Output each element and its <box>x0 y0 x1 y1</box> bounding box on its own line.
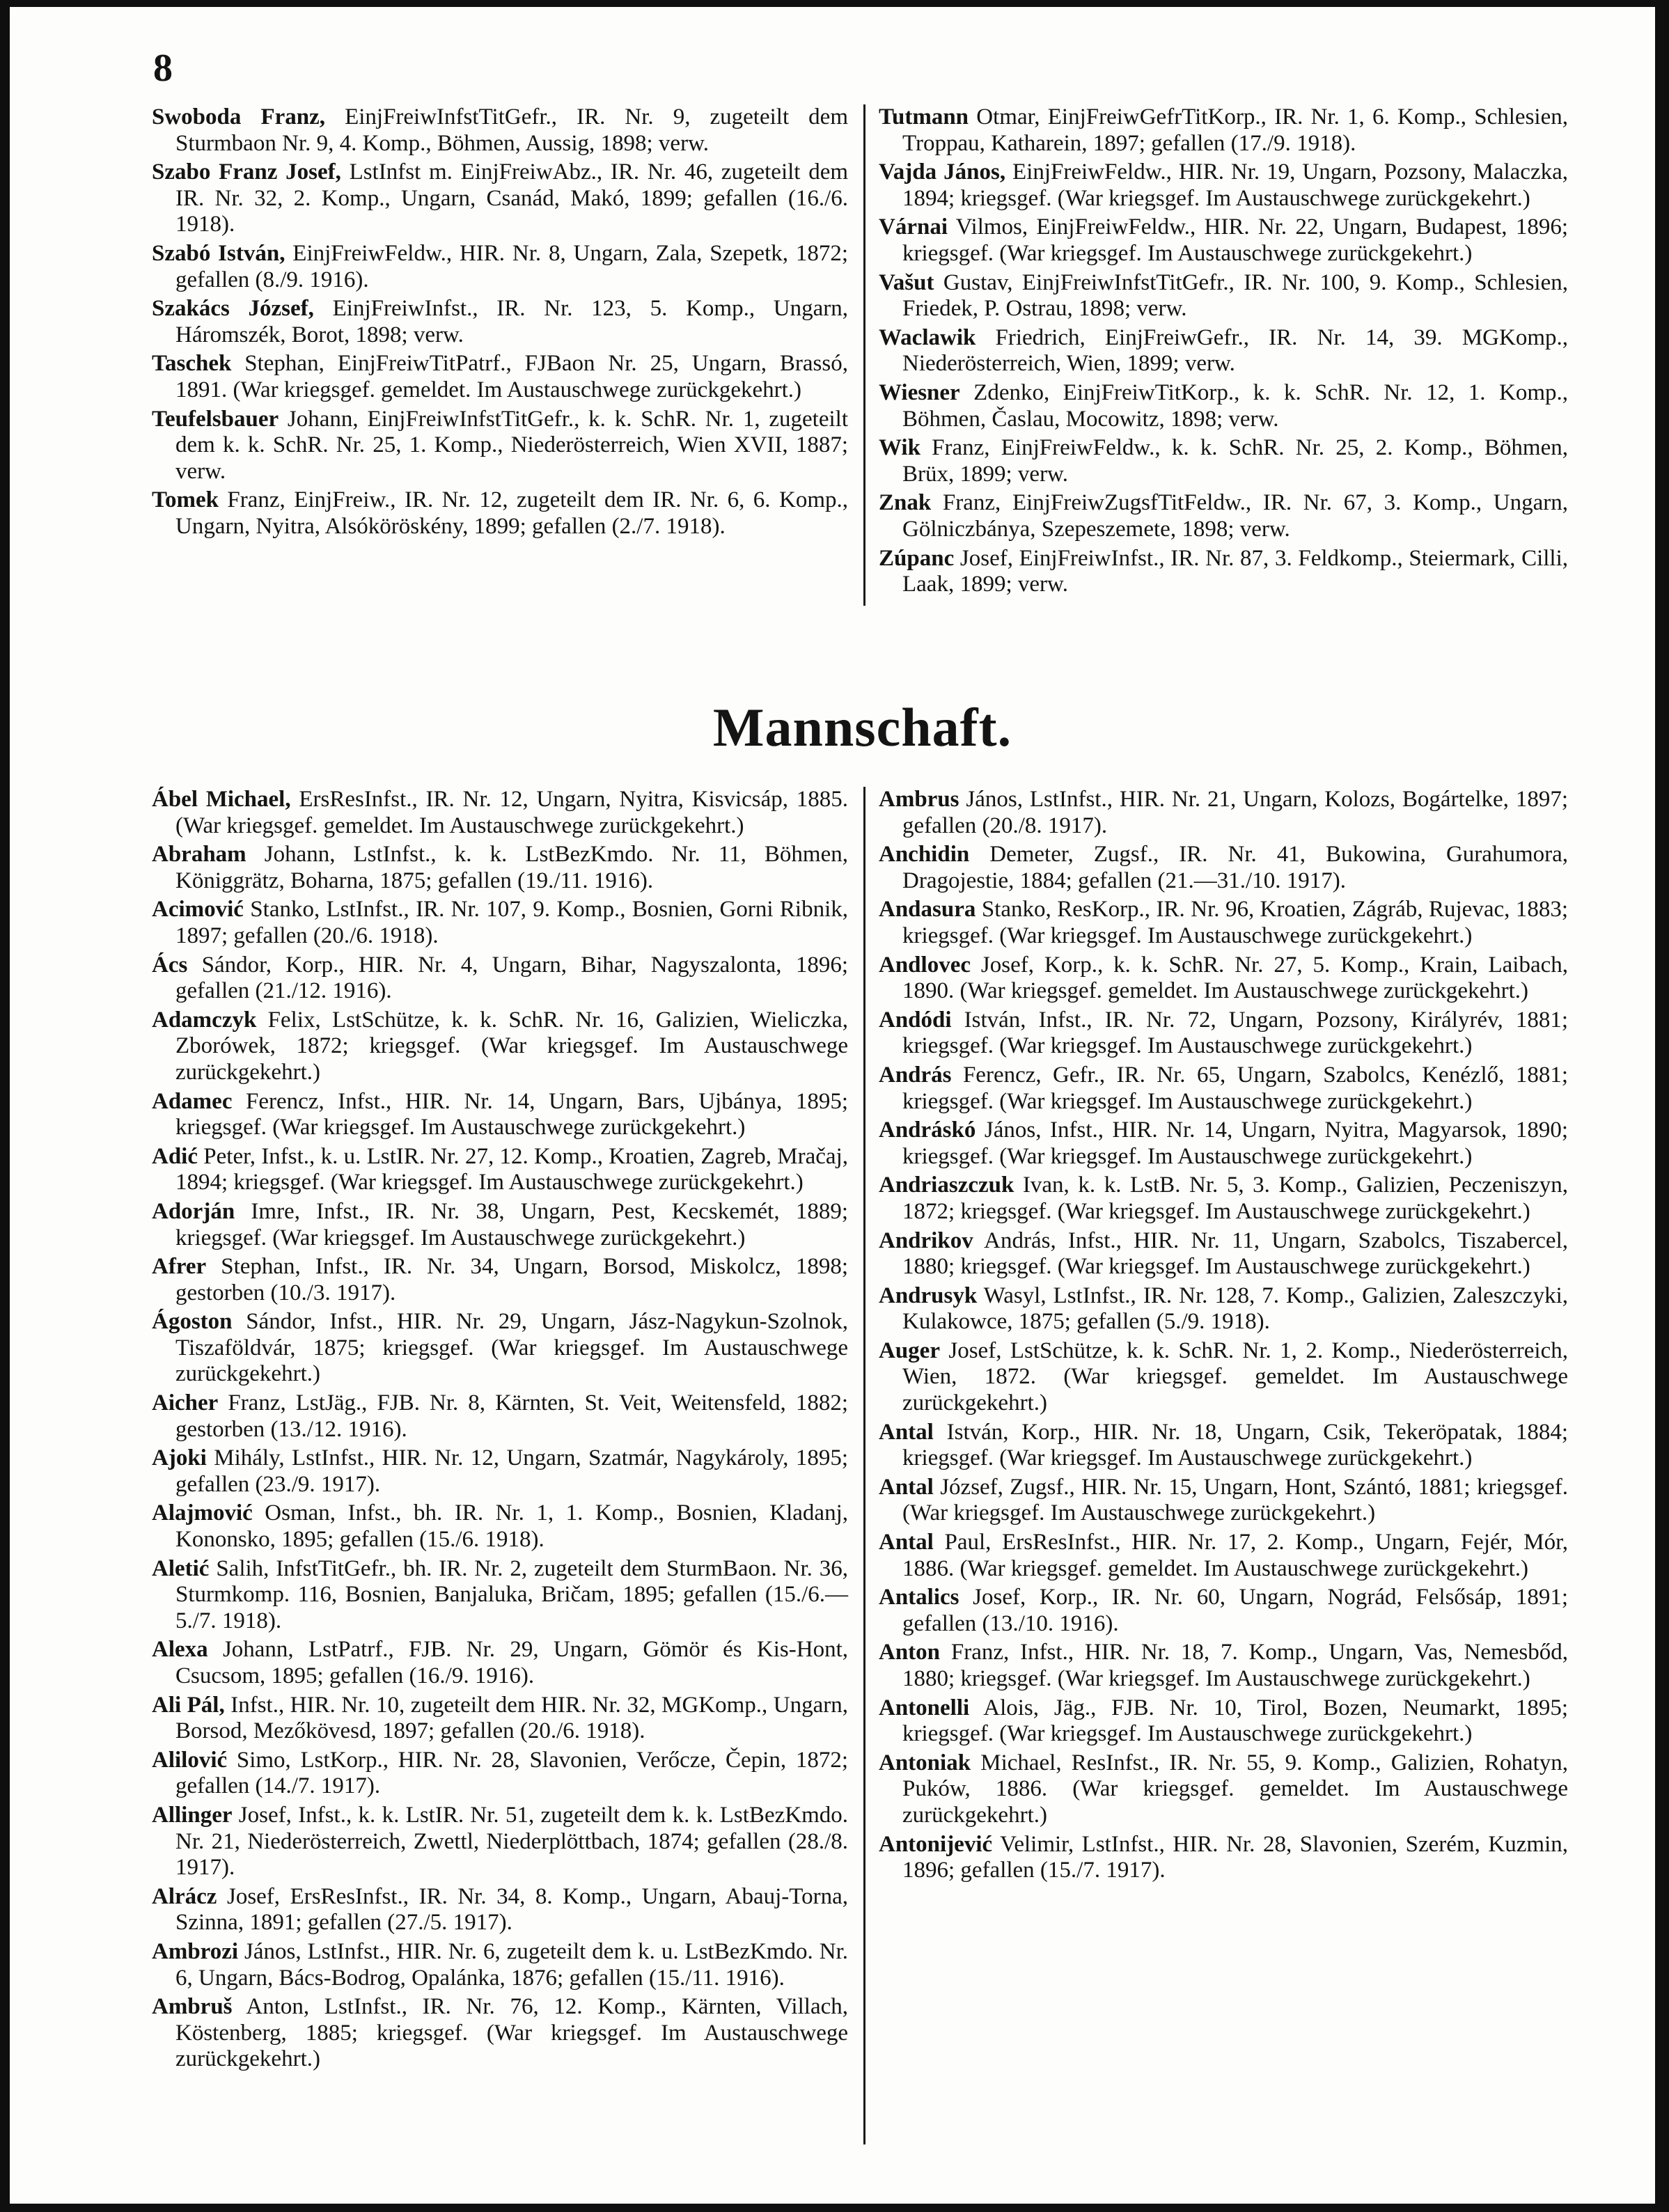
entry-name: Antal <box>879 1530 934 1555</box>
column-top-right <box>879 104 1568 601</box>
roster-entry <box>152 1390 848 1443</box>
entry-name: Alexa <box>152 1637 208 1663</box>
entry-detail: Imre, Infst., IR. Nr. 38, Ungarn, Pest, Kecskemét, 1889; kriegsgef. (War kriegsgef. Im Austauschwege zurückgekehrt.) <box>175 1198 848 1250</box>
entry-detail: Ferencz, Gefr., IR. Nr. 65, Ungarn, Szabolcs, Kenézlő, 1881; kriegsgef. (War kriegsgef. Im Austauschwege zurückgekehrt.) <box>902 1062 1568 1114</box>
entry-detail: Stanko, ResKorp., IR. Nr. 96, Kroatien, Zágráb, Rujevac, 1883; kriegsgef. (War kriegsgef. Im Austauschwege zurückgekehrt.) <box>902 897 1568 948</box>
roster-entry <box>879 1117 1568 1170</box>
entry-detail: Josef, Korp., k. k. SchR. Nr. 27, 5. Komp., Krain, Laibach, 1890. (War kriegsgef. gemeldet. Im Austauschwege zurückgekehrt.) <box>902 952 1568 1004</box>
column-divider-top <box>863 104 865 606</box>
entry-name: Ágoston <box>152 1309 233 1335</box>
roster-entry <box>152 104 848 157</box>
entry-detail: Stephan, EinjFreiwTitPatrf., FJBaon Nr. 25, Ungarn, Brassó, 1891. (War kriegsgef. gemeldet. Im Austauschwege zurückgekehrt.) <box>175 351 848 402</box>
entry-name: Ajoki <box>152 1445 207 1471</box>
entry-name: Zúpanc <box>879 545 955 571</box>
roster-entry <box>152 1309 848 1388</box>
column-top-left <box>152 104 848 543</box>
entry-name: Ali Pál, <box>152 1692 225 1718</box>
scan-border-right <box>1655 0 1669 2212</box>
roster-entry <box>152 296 848 348</box>
entry-name: Tutmann <box>879 104 969 130</box>
scan-border-top <box>0 0 1669 7</box>
entry-detail: Vilmos, EinjFreiwFeldw., HIR. Nr. 22, Ungarn, Budapest, 1896; kriegsgef. (War kriegsgef. Im Austauschwege zurückgekehrt.) <box>902 214 1568 266</box>
roster-entry <box>879 1007 1568 1060</box>
entry-name: Andódi <box>879 1007 952 1033</box>
entry-name: Antonelli <box>879 1695 970 1720</box>
roster-entry <box>152 842 848 894</box>
roster-entry <box>152 787 848 839</box>
roster-entry <box>879 1530 1568 1582</box>
entry-detail: Paul, ErsResInfst., HIR. Nr. 17, 2. Komp., Ungarn, Fejér, Mór, 1886. (War kriegsgef. gemeldet. Im Austauschwege zurückgekehrt.) <box>902 1530 1568 1581</box>
roster-entry <box>879 104 1568 157</box>
entry-detail: János, LstInfst., HIR. Nr. 21, Ungarn, Kolozs, Bogártelke, 1897; gefallen (20./8. 1917). <box>902 787 1568 838</box>
entry-detail: LstInfst m. EinjFreiwAbz., IR. Nr. 46, zugeteilt dem IR. Nr. 32, 2. Komp., Ungarn, Csanád, Makó, 1899; gefallen (16./6. 1918). <box>175 159 849 237</box>
entry-detail: Ferencz, Infst., HIR. Nr. 14, Ungarn, Bars, Ujbánya, 1895; kriegsgef. (War kriegsgef. Im Austauschwege zurückgekehrt.) <box>175 1088 848 1140</box>
entry-name: Alrácz <box>152 1883 217 1909</box>
entry-name: Antal <box>879 1419 934 1445</box>
entry-name: Anton <box>879 1640 941 1665</box>
entry-detail: Anton, LstInfst., IR. Nr. 76, 12. Komp., Kärnten, Villach, Köstenberg, 1885; kriegsgef. (War kriegsgef. Im Austauschwege zurückgekehrt.) <box>175 1994 848 2072</box>
entry-detail: Sándor, Infst., HIR. Nr. 29, Ungarn, Jász-Nagykun-Szolnok, Tiszaföldvár, 1875; kriegsgef. (War kriegsgef. Im Austauschwege zurückgekehrt.) <box>175 1309 848 1387</box>
roster-entry <box>879 159 1568 212</box>
entry-detail: János, Infst., HIR. Nr. 14, Ungarn, Nyitra, Magyarsok, 1890; kriegsgef. (War kriegsgef. Im Austauschwege zurückgekehrt.) <box>902 1117 1568 1169</box>
roster-entry <box>152 952 848 1005</box>
roster-entry <box>879 1283 1568 1335</box>
roster-entry <box>879 546 1568 598</box>
entry-detail: Franz, LstJäg., FJB. Nr. 8, Kärnten, St. Veit, Weitensfeld, 1882; gestorben (13./12. 1916). <box>175 1390 848 1442</box>
roster-entry <box>152 487 848 540</box>
entry-detail: Michael, ResInfst., IR. Nr. 55, 9. Komp., Galizien, Rohatyn, Puków, 1886. (War kriegsgef. gemeldet. Im Austauschwege zurückgekehrt.) <box>902 1750 1568 1828</box>
entry-name: Ábel Michael, <box>152 787 291 812</box>
roster-entry <box>879 1832 1568 1884</box>
entry-detail: István, Korp., HIR. Nr. 18, Ungarn, Csik, Tekeröpatak, 1884; kriegsgef. (War kriegsgef. Im Austauschwege zurückgekehrt.) <box>902 1419 1568 1471</box>
entry-name: Antoniak <box>879 1750 971 1775</box>
entry-name: Aicher <box>152 1390 219 1416</box>
entry-detail: Friedrich, EinjFreiwGefr., IR. Nr. 14, 39. MGKomp., Niederösterreich, Wien, 1899; verw. <box>902 324 1568 377</box>
entry-detail: Franz, Infst., HIR. Nr. 18, 7. Komp., Ungarn, Vas, Nemesbőd, 1880; kriegsgef. (War kriegsgef. Im Austauschwege zurückgekehrt.) <box>902 1640 1568 1691</box>
entry-detail: Franz, EinjFreiwFeldw., k. k. SchR. Nr. 25, 2. Komp., Böhmen, Brüx, 1899; verw. <box>902 435 1568 487</box>
entry-detail: Wasyl, LstInfst., IR. Nr. 128, 7. Komp., Galizien, Zaleszczyki, Kulakowce, 1875; gefallen (5./9. 1918). <box>902 1283 1568 1335</box>
roster-entry <box>152 159 848 238</box>
entry-name: Adić <box>152 1143 198 1169</box>
scan-border-bottom <box>0 2204 1669 2212</box>
entry-detail: Mihály, LstInfst., HIR. Nr. 12, Ungarn, Szatmár, Nagykároly, 1895; gefallen (23./9. 1917). <box>175 1445 848 1497</box>
entry-name: Andrikov <box>879 1227 973 1253</box>
roster-entry <box>879 270 1568 322</box>
entry-detail: Gustav, EinjFreiwInfstTitGefr., IR. Nr. 100, 9. Komp., Schlesien, Friedek, P. Ostrau, 1898; verw. <box>902 269 1568 322</box>
entry-detail: Stanko, LstInfst., IR. Nr. 107, 9. Komp., Bosnien, Gorni Ribnik, 1897; gefallen (20./6. 1918). <box>175 897 848 948</box>
roster-entry <box>152 351 848 403</box>
entry-name: Várnai <box>879 214 948 240</box>
entry-detail: Simo, LstKorp., HIR. Nr. 28, Slavonien, Verőcze, Čepin, 1872; gefallen (14./7. 1917). <box>175 1747 848 1799</box>
entry-name: Abraham <box>152 842 246 868</box>
entry-detail: Josef, Korp., IR. Nr. 60, Ungarn, Nográd, Felsősáp, 1891; gefallen (13./10. 1916). <box>902 1585 1568 1636</box>
entry-name: Wik <box>879 435 920 461</box>
entry-detail: Franz, EinjFreiw., IR. Nr. 12, zugeteilt dem IR. Nr. 6, 6. Komp., Ungarn, Nyitra, Alsóköröskény, 1899; gefallen (2./7. 1918). <box>175 487 848 539</box>
entry-name: Andráskó <box>879 1117 976 1143</box>
entry-detail: Johann, EinjFreiwInfstTitGefr., k. k. SchR. Nr. 1, zugeteilt dem k. k. SchR. Nr. 25, 1. Komp., Niederösterreich, Wien XVII, 1887; verw. <box>175 406 848 484</box>
entry-detail: Sándor, Korp., HIR. Nr. 4, Ungarn, Bihar, Nagyszalonta, 1896; gefallen (21./12. 1916). <box>175 952 848 1004</box>
entry-detail: Johann, LstPatrf., FJB. Nr. 29, Ungarn, Gömör és Kis-Hont, Csucsom, 1895; gefallen (16./9. 1916). <box>175 1637 848 1688</box>
entry-detail: Josef, LstSchütze, k. k. SchR. Nr. 1, 2. Komp., Niederösterreich, Wien, 1872. (War kriegsgef. gemeldet. Im Austauschwege zurückgekehrt.) <box>902 1338 1568 1416</box>
roster-entry <box>152 1748 848 1800</box>
entry-detail: Salih, InfstTitGefr., bh. IR. Nr. 2, zugeteilt dem SturmBaon. Nr. 36, Sturmkomp. 116, Bosnien, Banjaluka, Bričam, 1895; gefallen (15./6.—5./7. 1918). <box>175 1555 848 1633</box>
roster-entry <box>152 407 848 485</box>
roster-entry <box>879 842 1568 894</box>
column-divider-bottom <box>863 787 865 2144</box>
entry-detail: Osman, Infst., bh. IR. Nr. 1, 1. Komp., Bosnien, Kladanj, Kononsko, 1895; gefallen (15./6. 1918). <box>175 1500 848 1553</box>
entry-name: Adamczyk <box>152 1007 257 1033</box>
entry-name: Antal <box>879 1474 934 1500</box>
roster-entry <box>879 490 1568 542</box>
entry-name: Ambrozi <box>152 1938 239 1964</box>
roster-entry <box>879 1640 1568 1692</box>
entry-name: Andrusyk <box>879 1283 978 1308</box>
roster-entry <box>152 1994 848 2073</box>
entry-detail: Peter, Infst., k. u. LstIR. Nr. 27, 12. Komp., Kroatien, Zagreb, Mračaj, 1894; kriegsgef. (War kriegsgef. Im Austauschwege zurückgekehrt.) <box>175 1143 848 1195</box>
entry-name: András <box>879 1062 952 1088</box>
entry-detail: EinjFreiwInfst., IR. Nr. 123, 5. Komp., Ungarn, Háromszék, Borot, 1898; verw. <box>175 296 848 347</box>
entry-detail: Demeter, Zugsf., IR. Nr. 41, Bukowina, Gurahumora, Dragojestie, 1884; gefallen (21.—31./10. 1917). <box>902 842 1568 893</box>
roster-entry <box>152 1089 848 1141</box>
section-title: Mannschaft. <box>712 697 1012 758</box>
entry-name: Tomek <box>152 487 219 513</box>
entry-name: Andlovec <box>879 952 971 978</box>
entry-name: Vajda János, <box>879 159 1006 185</box>
entry-detail: Stephan, Infst., IR. Nr. 34, Ungarn, Borsod, Miskolcz, 1898; gestorben (10./3. 1917). <box>175 1254 848 1305</box>
entry-detail: Ivan, k. k. LstB. Nr. 5, 3. Komp., Galizien, Peczeniszyn, 1872; kriegsgef. (War kriegsgef. Im Austauschwege zurückgekehrt.) <box>902 1172 1568 1224</box>
entry-detail: Josef, ErsResInfst., IR. Nr. 34, 8. Komp., Ungarn, Abauj-Torna, Szinna, 1891; gefallen (27./5. 1917). <box>175 1883 848 1936</box>
roster-entry <box>152 1254 848 1306</box>
entry-detail: István, Infst., IR. Nr. 72, Ungarn, Pozsony, Királyrév, 1881; kriegsgef. (War kriegsgef. Im Austauschwege zurückgekehrt.) <box>902 1007 1568 1059</box>
entry-name: Auger <box>879 1338 940 1363</box>
roster-entry <box>879 1695 1568 1748</box>
entry-name: Antalics <box>879 1585 959 1610</box>
entry-name: Alajmović <box>152 1500 253 1526</box>
roster-entry <box>152 1803 848 1881</box>
entry-detail: András, Infst., HIR. Nr. 11, Ungarn, Szabolcs, Tiszabercel, 1880; kriegsgef. (War kriegsgef. Im Austauschwege zurückgekehrt.) <box>902 1227 1568 1280</box>
roster-entry <box>152 1199 848 1251</box>
entry-name: Teufelsbauer <box>152 406 279 432</box>
entry-name: Aletić <box>152 1555 210 1581</box>
roster-entry <box>879 435 1568 487</box>
roster-entry <box>879 1420 1568 1472</box>
entry-detail: János, LstInfst., HIR. Nr. 6, zugeteilt dem k. u. LstBezKmdo. Nr. 6, Ungarn, Bács-Bodrog, Opalánka, 1876; gefallen (15./11. 1916). <box>175 1938 848 1991</box>
entry-detail: Josef, EinjFreiwInfst., IR. Nr. 87, 3. Feldkomp., Steiermark, Cilli, Laak, 1899; verw. <box>902 545 1568 597</box>
entry-name: Wiesner <box>879 379 960 405</box>
entry-detail: Franz, EinjFreiwZugsfTitFeldw., IR. Nr. 67, 3. Komp., Ungarn, Gölniczbánya, Szepeszemete, 1898; verw. <box>902 490 1568 542</box>
roster-entry <box>152 1637 848 1689</box>
entry-name: Znak <box>879 490 932 516</box>
roster-entry <box>879 214 1568 267</box>
roster-entry <box>879 325 1568 377</box>
entry-name: Alilović <box>152 1747 228 1773</box>
roster-entry <box>879 1475 1568 1527</box>
roster-entry <box>879 897 1568 949</box>
roster-entry <box>152 1556 848 1635</box>
roster-entry <box>152 1939 848 1991</box>
roster-entry <box>879 1585 1568 1637</box>
roster-entry <box>152 1500 848 1553</box>
roster-entry <box>152 1884 848 1936</box>
entry-name: Adamec <box>152 1088 233 1114</box>
entry-detail: EinjFreiwFeldw., HIR. Nr. 19, Ungarn, Pozsony, Malaczka, 1894; kriegsgef. (War kriegsgef. Im Austauschwege zurückgekehrt.) <box>902 159 1568 211</box>
entry-detail: Infst., HIR. Nr. 10, zugeteilt dem HIR. Nr. 32, MGKomp., Ungarn, Borsod, Mezőkövesd, 1897; gefallen (20./6. 1918). <box>175 1692 848 1744</box>
page-number: 8 <box>153 47 173 90</box>
entry-name: Andriaszczuk <box>879 1172 1014 1198</box>
entry-detail: ErsResInfst., IR. Nr. 12, Ungarn, Nyitra, Kisvicsáp, 1885. (War kriegsgef. gemeldet. Im Austauschwege zurückgekehrt.) <box>175 787 848 838</box>
entry-detail: Velimir, LstInfst., HIR. Nr. 28, Slavonien, Szerém, Kuzmin, 1896; gefallen (15./7. 1917). <box>902 1831 1568 1883</box>
entry-name: Andasura <box>879 897 976 923</box>
entry-name: Taschek <box>152 351 232 377</box>
roster-entry <box>879 1228 1568 1280</box>
roster-entry <box>879 1062 1568 1115</box>
entry-name: Adorján <box>152 1198 235 1224</box>
entry-name: Ambrus <box>879 787 959 812</box>
entry-detail: Johann, LstInfst., k. k. LstBezKmdo. Nr. 11, Böhmen, Königgrätz, Boharna, 1875; gefallen (19./11. 1916). <box>175 842 848 893</box>
roster-entry <box>879 952 1568 1005</box>
roster-entry <box>152 1007 848 1086</box>
entry-detail: Zdenko, EinjFreiwTitKorp., k. k. SchR. Nr. 12, 1. Komp., Böhmen, Časlau, Mocowitz, 1898; verw. <box>902 379 1568 432</box>
roster-entry <box>879 1338 1568 1417</box>
entry-name: Szabo Franz Josef, <box>152 159 341 185</box>
column-bottom-right <box>879 787 1568 1887</box>
column-bottom-left <box>152 787 848 2076</box>
entry-detail: Alois, Jäg., FJB. Nr. 10, Tirol, Bozen, Neumarkt, 1895; kriegsgef. (War kriegsgef. Im Austauschwege zurückgekehrt.) <box>902 1695 1568 1747</box>
roster-entry <box>152 241 848 293</box>
entry-name: Szakács József, <box>152 296 314 322</box>
roster-entry <box>152 1445 848 1498</box>
roster-entry <box>879 787 1568 839</box>
entry-name: Ács <box>152 952 188 978</box>
scan-border-left <box>0 0 10 2212</box>
roster-entry <box>152 897 848 949</box>
entry-name: Swoboda Franz, <box>152 104 326 130</box>
entry-detail: Josef, Infst., k. k. LstIR. Nr. 51, zugeteilt dem k. k. LstBezKmdo. Nr. 21, Niederösterreich, Zwettl, Niederplöttbach, 1874; gefallen (28./8. 1917). <box>175 1802 848 1881</box>
roster-entry <box>879 1172 1568 1225</box>
entry-name: Waclawik <box>879 324 976 350</box>
entry-detail: EinjFreiwFeldw., HIR. Nr. 8, Ungarn, Zala, Szepetk, 1872; gefallen (8./9. 1916). <box>175 240 848 292</box>
roster-entry <box>879 380 1568 432</box>
entry-name: Acimović <box>152 897 244 923</box>
entry-name: Anchidin <box>879 842 970 868</box>
roster-entry <box>152 1144 848 1196</box>
entry-detail: Felix, LstSchütze, k. k. SchR. Nr. 16, Galizien, Wieliczka, Zborówek, 1872; kriegsgef. (War kriegsgef. Im Austauschwege zurückgekehrt.) <box>175 1007 848 1085</box>
entry-name: Szabó István, <box>152 240 285 266</box>
entry-name: Afrer <box>152 1254 207 1280</box>
roster-entry <box>152 1693 848 1745</box>
entry-detail: Otmar, EinjFreiwGefrTitKorp., IR. Nr. 1, 6. Komp., Schlesien, Troppau, Katharein, 1897; gefallen (17./9. 1918). <box>902 104 1568 156</box>
entry-name: Vašut <box>879 269 934 295</box>
entry-name: Ambruš <box>152 1994 233 2020</box>
roster-entry <box>879 1750 1568 1829</box>
entry-detail: József, Zugsf., HIR. Nr. 15, Ungarn, Hont, Szántó, 1881; kriegsgef. (War kriegsgef. Im Austauschwege zurückgekehrt.) <box>902 1474 1568 1526</box>
entry-name: Allinger <box>152 1802 233 1828</box>
entry-name: Antonijević <box>879 1831 993 1857</box>
entry-detail: EinjFreiwInfstTitGefr., IR. Nr. 9, zugeteilt dem Sturmbaon Nr. 9, 4. Komp., Böhmen, Aussig, 1898; verw. <box>175 104 849 156</box>
